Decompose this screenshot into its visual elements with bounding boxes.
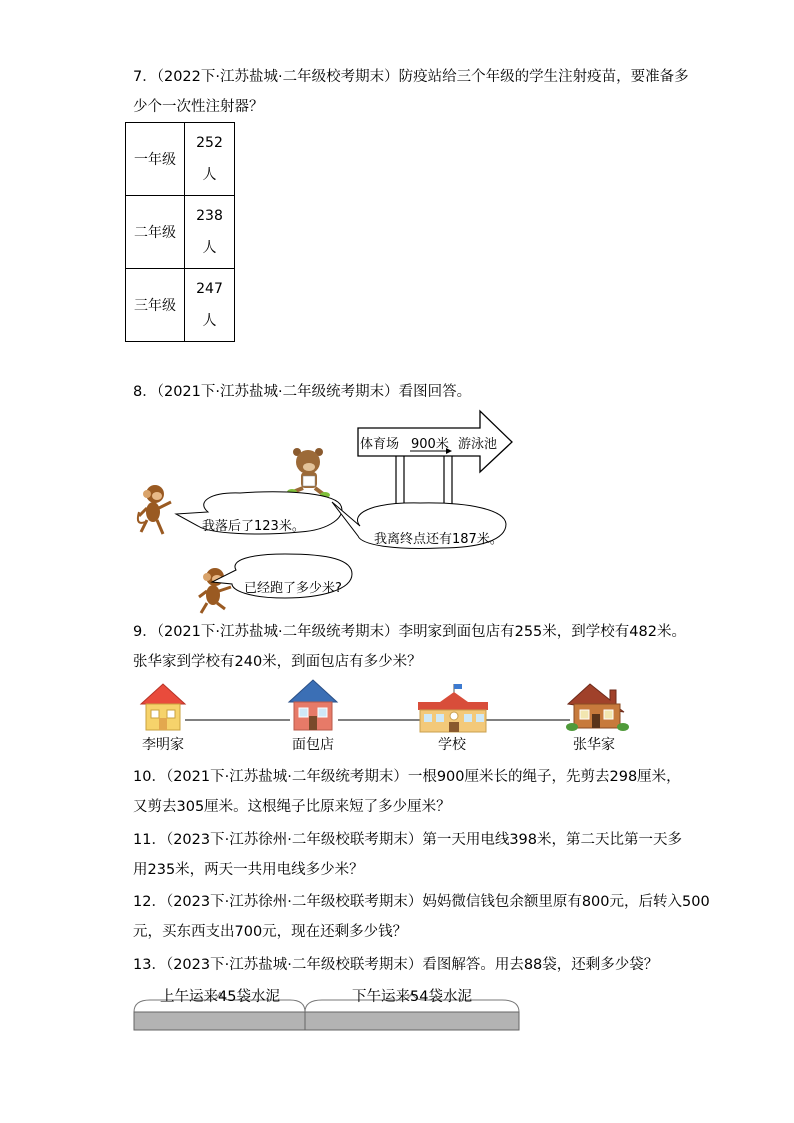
bar-label-pm: 下午运来54袋水泥 (352, 989, 472, 1005)
count-number: 252 (196, 135, 223, 151)
sign-label-pool: 游泳池 (458, 437, 498, 452)
bar-am (134, 1012, 305, 1030)
q9-line2: 张华家到学校有240米，到面包店有多少米？ (133, 654, 422, 670)
q13-line1: 13．（2023下·江苏盐城·二年级校联考期末）看图解答。用去88袋，还剩多少袋？ (133, 957, 659, 973)
q8-line1: 8．（2021下·江苏盐城·二年级统考期末）看图回答。 (133, 384, 472, 400)
cottage-icon (566, 684, 629, 731)
q10-text (133, 762, 681, 822)
count-unit: 人 (202, 313, 217, 329)
q10-line2: 又剪去305厘米。这根绳子比原来短了多少厘米？ (133, 799, 451, 815)
q11-line1: 11．（2023下·江苏徐州·二年级校联考期末）第一天用电线398米，第二天比第一天多 (133, 832, 682, 848)
bakery-icon (289, 680, 337, 730)
place-label: 李明家 (142, 737, 184, 753)
bar-label-am: 上午运来45袋水泥 (160, 989, 280, 1005)
q7-line2: 少个一次性注射器？ (133, 99, 264, 115)
bubble-text-behind: 我落后了123米。 (202, 519, 305, 534)
place-label: 面包店 (292, 737, 334, 753)
bubble-text-question: 已经跑了多少米? (244, 581, 342, 596)
q9-text (133, 617, 686, 677)
q12-text (133, 887, 710, 947)
sign-label-stadium: 体育场 (360, 437, 400, 452)
q11-line2: 用235米，两天一共用电线多少米？ (133, 862, 364, 878)
grade-cell: 三年级 (126, 269, 185, 342)
place-label: 张华家 (573, 737, 615, 753)
sign-label-distance: 900米 (411, 437, 449, 452)
q10-line1: 10．（2021下·江苏盐城·二年级统考期末）一根900厘米长的绳子，先剪去298厘米， (133, 769, 681, 785)
house-icon (141, 684, 185, 730)
count-number: 247 (196, 281, 223, 297)
bubble-text-remaining: 我离终点还有187米。 (374, 532, 503, 547)
q13-text (133, 950, 663, 980)
grade-cell: 一年级 (126, 123, 185, 196)
monkey-icon (138, 485, 171, 534)
q7-line1: 7．（2022下·江苏盐城·二年级校考期末）防疫站给三个年级的学生注射疫苗，要准备多 (133, 69, 689, 85)
bear-icon (287, 448, 330, 498)
q12-line1: 12．（2023下·江苏徐州·二年级校联考期末）妈妈微信钱包余额里原有800元，后转入500 (133, 894, 710, 910)
q9-line1: 9．（2021下·江苏盐城·二年级统考期末）李明家到面包店有255米，到学校有482米。 (133, 624, 686, 640)
bar-pm (305, 1012, 519, 1030)
place-label: 学校 (438, 737, 466, 753)
count-unit: 人 (202, 167, 217, 183)
school-icon (418, 684, 488, 732)
q12-line2: 元，买东西支出700元，现在还剩多少钱？ (133, 924, 408, 940)
q11-text (133, 825, 682, 885)
grade-cell: 二年级 (126, 196, 185, 269)
count-number: 238 (196, 208, 223, 224)
direction-sign (358, 411, 512, 504)
count-unit: 人 (202, 240, 217, 256)
